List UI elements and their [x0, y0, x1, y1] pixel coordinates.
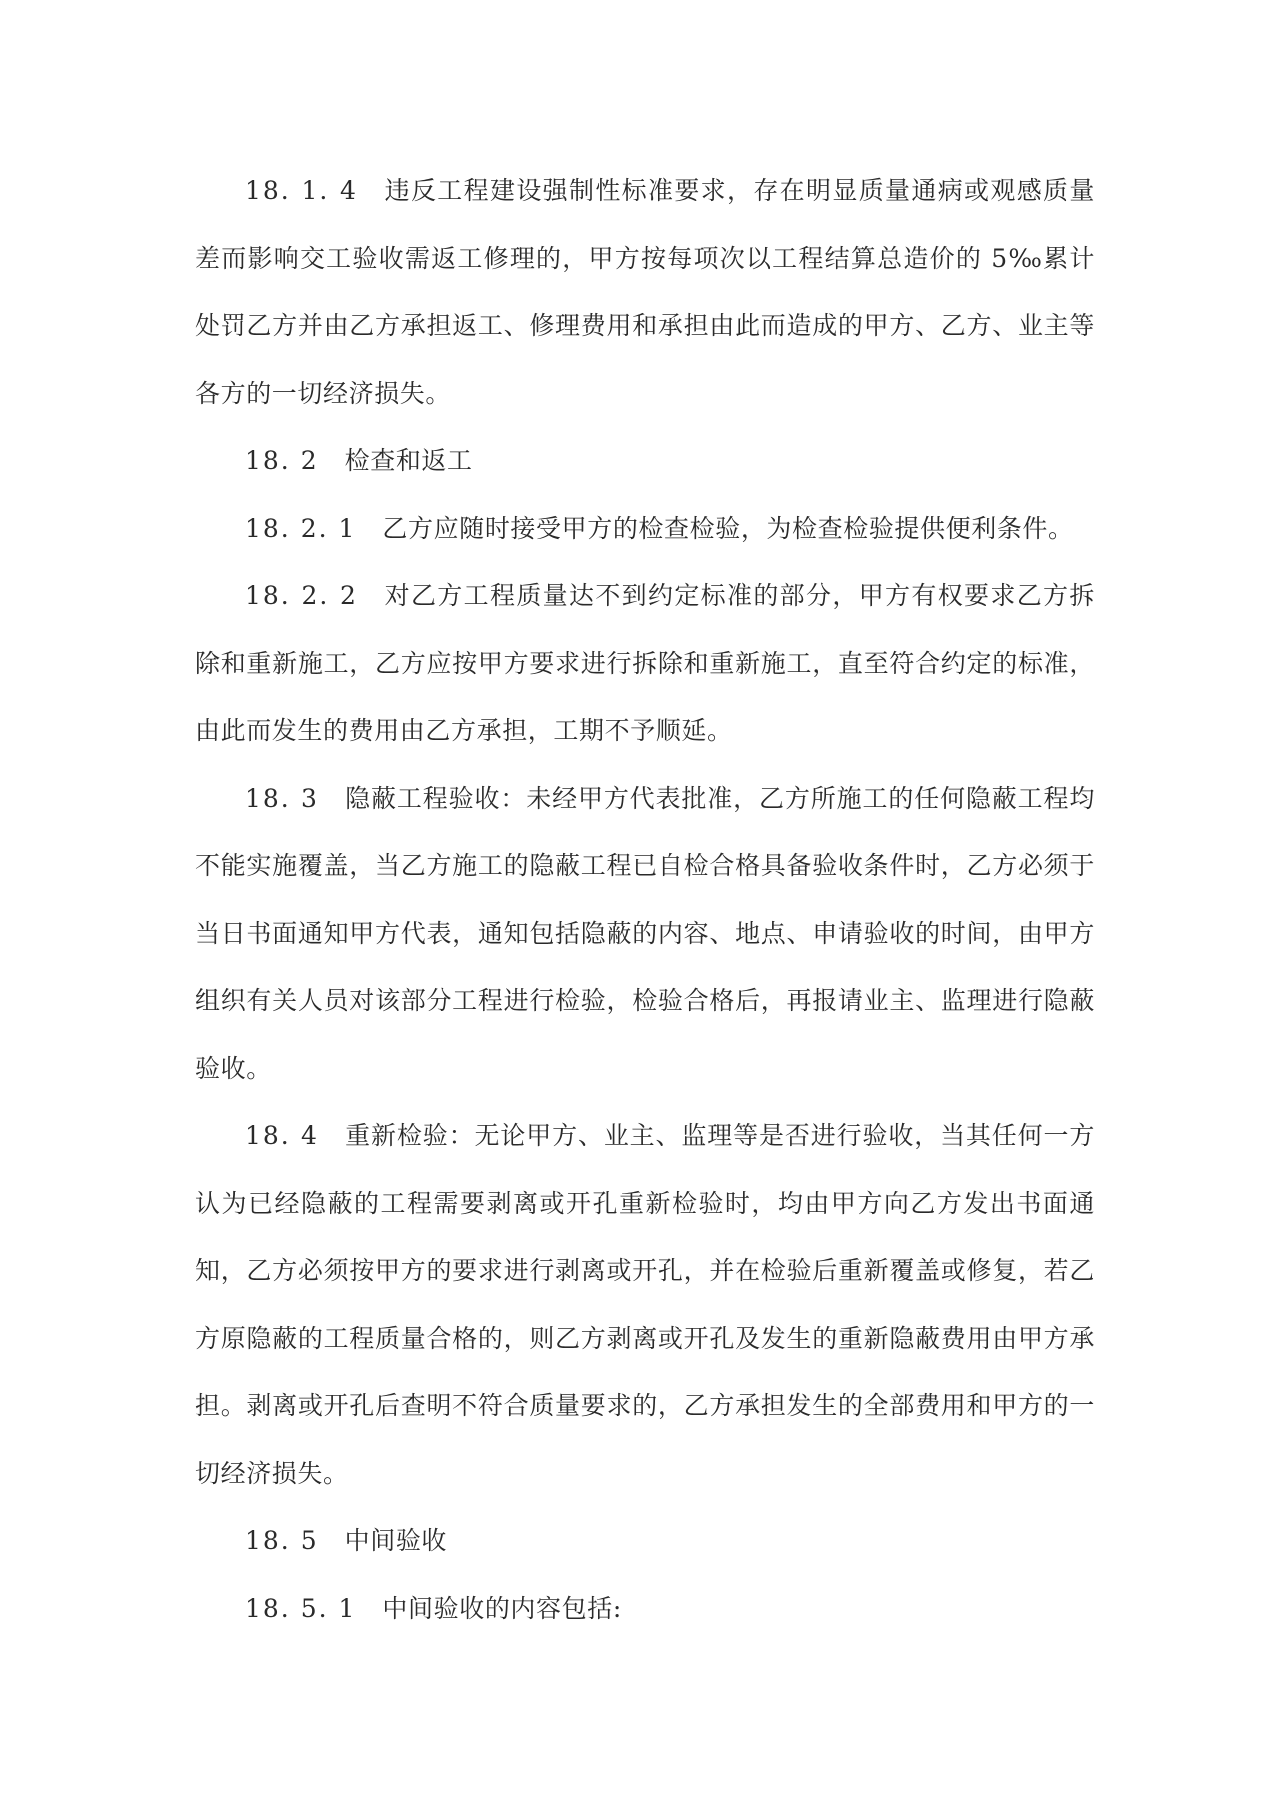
clause-number: 18. 2: [245, 446, 319, 475]
clause-number: 18. 4: [245, 1121, 319, 1150]
paragraph-18-1-4: [195, 157, 1095, 427]
clause-number: 18. 2. 2: [245, 581, 358, 610]
clause-number: 18. 5: [245, 1526, 319, 1555]
clause-text: 中间验收: [344, 1526, 448, 1555]
paragraph-18-5: [195, 1507, 1095, 1575]
clause-number: 18. 3: [245, 783, 319, 813]
clause-number: 18. 1. 4: [245, 176, 358, 205]
clause-text: 隐蔽工程验收：未经甲方代表批准，乙方所施工的任何隐蔽工程均不能实施覆盖，当乙方施工的隐蔽工程已自检合格具备验收条件时，乙方必须于当日书面通知甲方代表，通知包括隐蔽的内容、地点、申请验收的时间，由甲方组织有关人员对该部分工程进行检验，检验合格后，再报请业主、监理进行隐蔽验收。: [195, 783, 1095, 1083]
paragraph-18-2-1: [195, 495, 1095, 563]
paragraph-18-2: [195, 427, 1095, 495]
paragraph-18-3: [195, 765, 1095, 1103]
clause-text: 乙方应随时接受甲方的检查检验，为检查检验提供便利条件。: [382, 513, 1074, 543]
clause-number: 18. 2. 1: [245, 513, 357, 543]
clause-text: 检查和返工: [344, 446, 473, 475]
clause-text: 违反工程建设强制性标准要求，存在明显质量通病或观感质量差而影响交工验收需返工修理的，甲方按每项次以工程结算总造价的 5‰累计处罚乙方并由乙方承担返工、修理费用和承担由此而造成的甲方、乙方、业主等各方的一切经济损失。: [195, 176, 1095, 408]
clause-number: 18. 5. 1: [245, 1593, 357, 1623]
paragraph-18-4: [195, 1102, 1095, 1507]
clause-text: 中间验收的内容包括:: [382, 1593, 622, 1623]
document-body: [195, 157, 1095, 1642]
clause-text: 重新检验：无论甲方、业主、监理等是否进行验收，当其任何一方认为已经隐蔽的工程需要剥离或开孔重新检验时，均由甲方向乙方发出书面通知，乙方必须按甲方的要求进行剥离或开孔，并在检验后重新覆盖或修复，若乙方原隐蔽的工程质量合格的，则乙方剥离或开孔及发生的重新隐蔽费用由甲方承担。剥离或开孔后查明不符合质量要求的，乙方承担发生的全部费用和甲方的一切经济损失。: [195, 1121, 1095, 1488]
clause-text: 对乙方工程质量达不到约定标准的部分，甲方有权要求乙方拆除和重新施工，乙方应按甲方要求进行拆除和重新施工，直至符合约定的标准，由此而发生的费用由乙方承担，工期不予顺延。: [195, 581, 1095, 745]
paragraph-18-5-1: [195, 1575, 1095, 1643]
paragraph-18-2-2: [195, 562, 1095, 765]
